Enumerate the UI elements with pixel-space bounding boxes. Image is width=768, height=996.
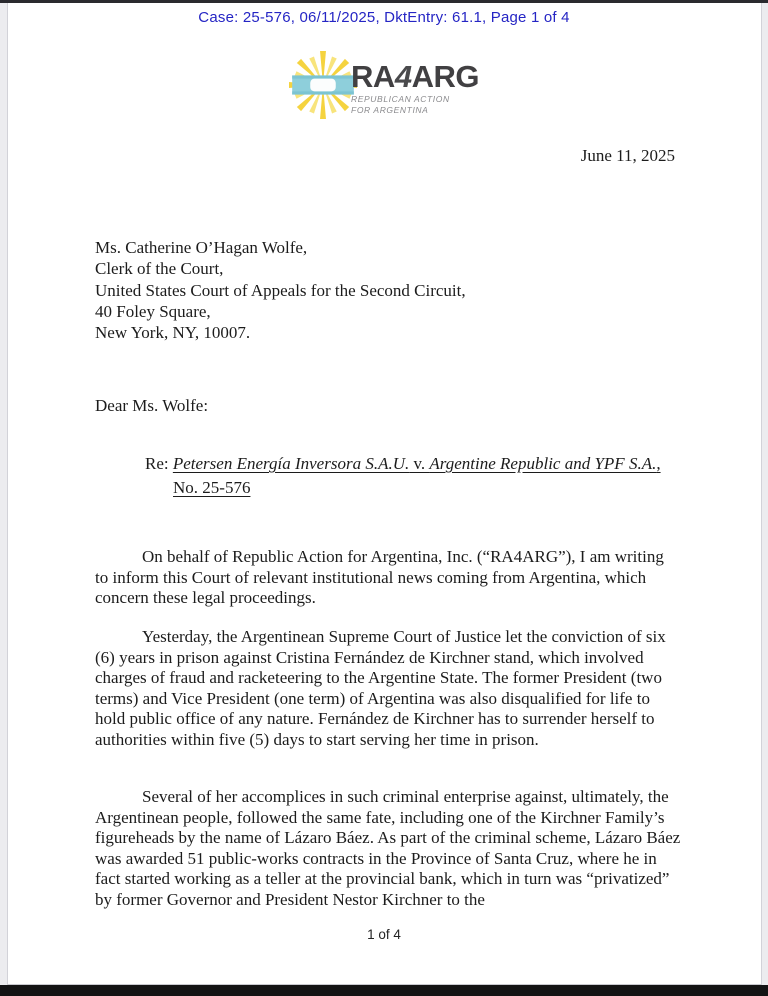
logo-wordmark	[351, 59, 479, 94]
re-party1: Petersen Energía Inversora S.A.U.	[172, 454, 410, 473]
body-paragraph-1: On behalf of Republic Action for Argentina, Inc. (“RA4ARG”), I am writing to inform this Court of relevant institutional news coming from Argentina, which concern these legal proceedings.	[95, 547, 664, 608]
page-number: 1 of 4	[367, 927, 401, 942]
logo-group	[289, 51, 479, 119]
salutation: Dear Ms. Wolfe:	[95, 396, 209, 415]
address-line: New York, NY, 10007.	[95, 323, 251, 343]
tagline-line2: FOR ARGENTINA	[351, 104, 429, 115]
re-caption	[145, 452, 690, 500]
body-paragraph-2: Yesterday, the Argentinean Supreme Court of Justice let the conviction of six (6) years in prison against Cristina Fernández de Kirchner stand, which involved charges of fraud and racketeering to the Argentine State. The former President (two terms) and Vice President (one term) of Argentina was also disqualified for life to hold public office of any nature. Fernández de Kirchner has to surrender herself to authorities within five (5) days to start serving her time in prison.	[95, 627, 666, 749]
re-docket-line	[145, 476, 690, 500]
re-versus: v.	[409, 454, 430, 473]
tagline-line1: REPUBLICAN ACTION	[351, 94, 450, 104]
date-line: June 11, 2025	[580, 146, 675, 165]
wordmark-4: 4	[394, 59, 412, 94]
argentine-sun-icon	[289, 51, 357, 119]
re-comma: ,	[656, 454, 661, 473]
ra4arg-logo	[0, 51, 768, 119]
address-line: United States Court of Appeals for the Second Circuit,	[95, 280, 466, 300]
page-bottom-bar	[0, 985, 768, 996]
recipient-address	[95, 237, 466, 343]
wordmark-ra: RA	[351, 59, 395, 94]
body-paragraph-3: Several of her accomplices in such criminal enterprise against, ultimately, the Argentinean people, followed the same fate, including one of the Kirchner Family’s figureheads by the name of Lázaro Báez. As part of the criminal scheme, Lázaro Báez was awarded 51 public-works contracts in the Province of Santa Cruz, where he in fact started working as a teller at the provincial bank, which in turn was “privatized” by former Governor and President Nestor Kirchner to the	[95, 787, 681, 909]
address-line: Ms. Catherine O’Hagan Wolfe,	[95, 238, 308, 257]
address-line: Clerk of the Court,	[95, 259, 224, 279]
re-case-line	[145, 452, 690, 476]
re-case-title	[173, 454, 661, 473]
logo-text	[351, 51, 479, 115]
re-label: Re:	[145, 454, 169, 473]
docket-stamp: Case: 25-576, 06/11/2025, DktEntry: 61.1, Page 1 of 4	[198, 9, 570, 26]
re-docket: No. 25-576	[173, 478, 251, 497]
re-party2: Argentine Republic and YPF S.A.	[429, 454, 657, 473]
logo-tagline	[351, 94, 479, 115]
wordmark-arg: ARG	[411, 59, 479, 94]
address-line: 40 Foley Square,	[95, 301, 211, 321]
